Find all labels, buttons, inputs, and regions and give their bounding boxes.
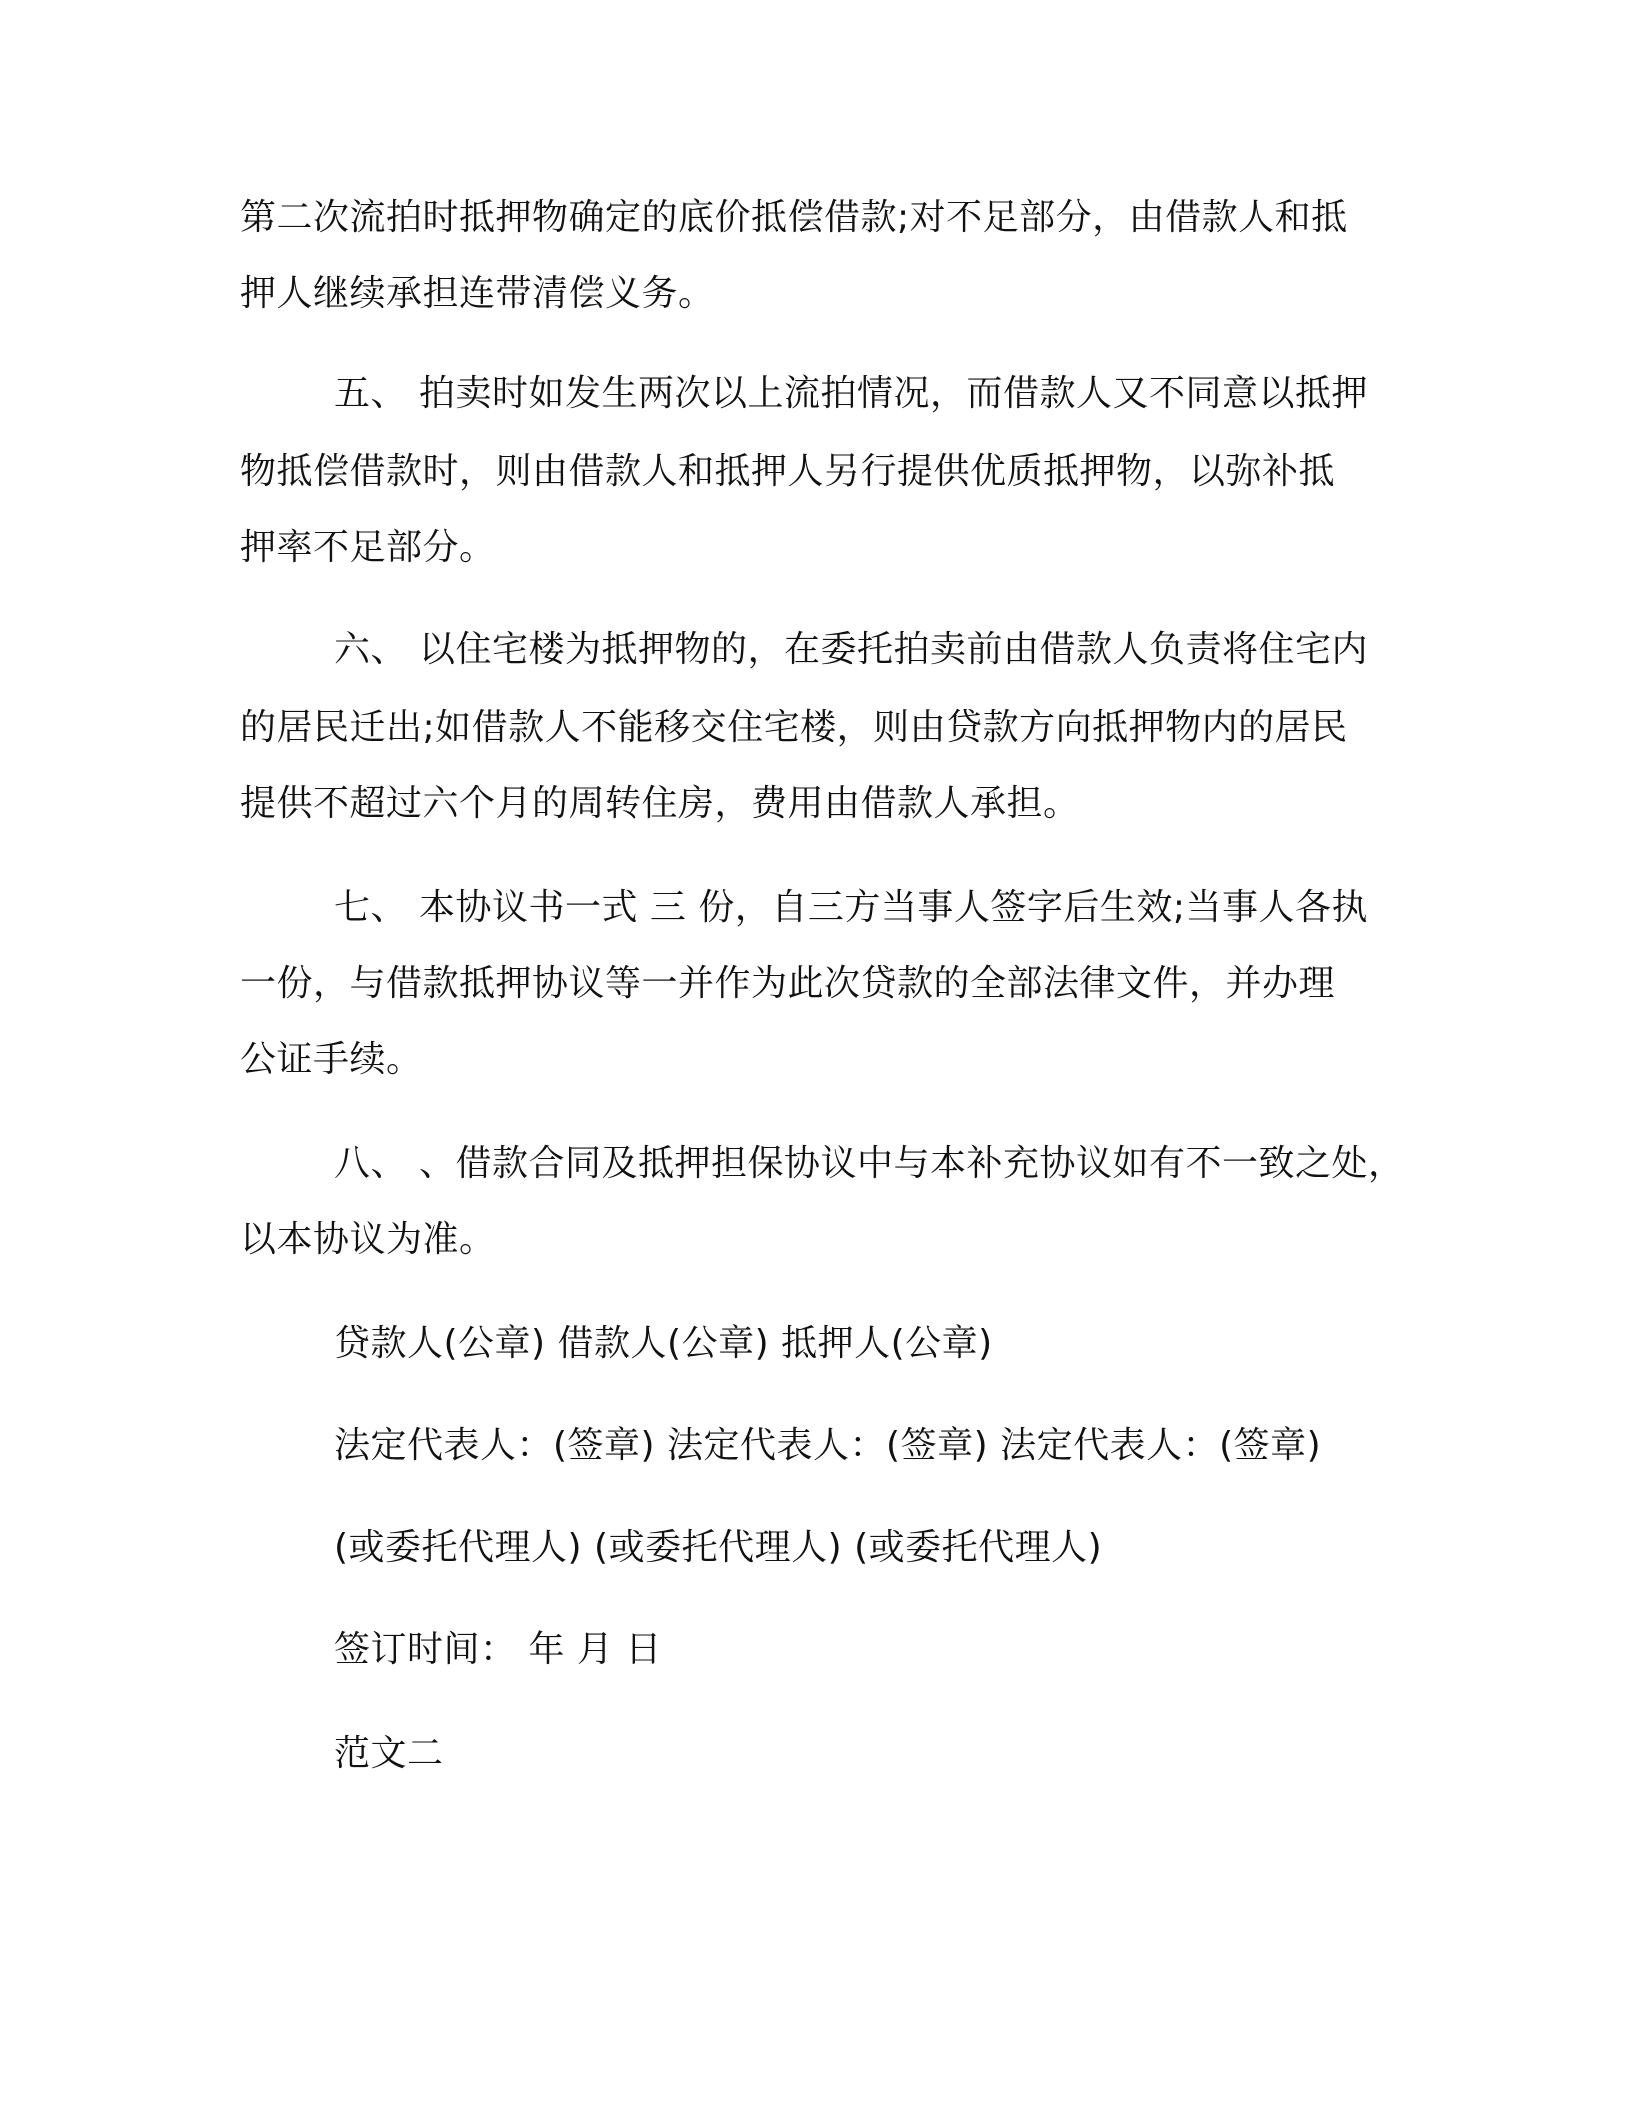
paragraph-line: 第二次流拍时抵押物确定的底价抵偿借款;对不足部分，由借款人和抵 xyxy=(240,197,1348,238)
clause-seven-line: 公证手续。 xyxy=(240,1039,423,1080)
clause-five-line: 押率不足部分。 xyxy=(240,527,496,568)
clause-seven-line: 一份，与借款抵押协议等一并作为此次贷款的全部法律文件，并办理 xyxy=(240,963,1336,1004)
clause-six-line: 六、 以住宅楼为抵押物的，在委托拍卖前由借款人负责将住宅内 xyxy=(334,629,1368,670)
clause-seven-line: 七、 本协议书一式 三 份，自三方当事人签字后生效;当事人各执 xyxy=(334,887,1368,928)
clause-five-line: 物抵偿借款时，则由借款人和抵押人另行提供优质抵押物，以弥补抵 xyxy=(240,451,1336,492)
clause-eight-line: 以本协议为准。 xyxy=(240,1219,496,1260)
clause-eight-line: 八、 、借款合同及抵押担保协议中与本补充协议如有不一致之处， xyxy=(334,1143,1405,1184)
section-title: 范文二 xyxy=(334,1733,444,1774)
signature-representatives: 法定代表人：(签章) 法定代表人：(签章) 法定代表人：(签章) xyxy=(334,1425,1322,1466)
signing-date: 签订时间： 年 月 日 xyxy=(334,1629,662,1670)
clause-five-line: 五、 拍卖时如发生两次以上流拍情况，而借款人又不同意以抵押 xyxy=(334,373,1368,414)
signature-agents: (或委托代理人) (或委托代理人) (或委托代理人) xyxy=(334,1527,1103,1568)
paragraph-line: 押人继续承担连带清偿义务。 xyxy=(240,273,715,314)
clause-six-line: 的居民迁出;如借款人不能移交住宅楼，则由贷款方向抵押物内的居民 xyxy=(240,707,1348,748)
clause-six-line: 提供不超过六个月的周转住房，费用由借款人承担。 xyxy=(240,783,1080,824)
signature-parties: 贷款人(公章) 借款人(公章) 抵押人(公章) xyxy=(334,1323,993,1364)
